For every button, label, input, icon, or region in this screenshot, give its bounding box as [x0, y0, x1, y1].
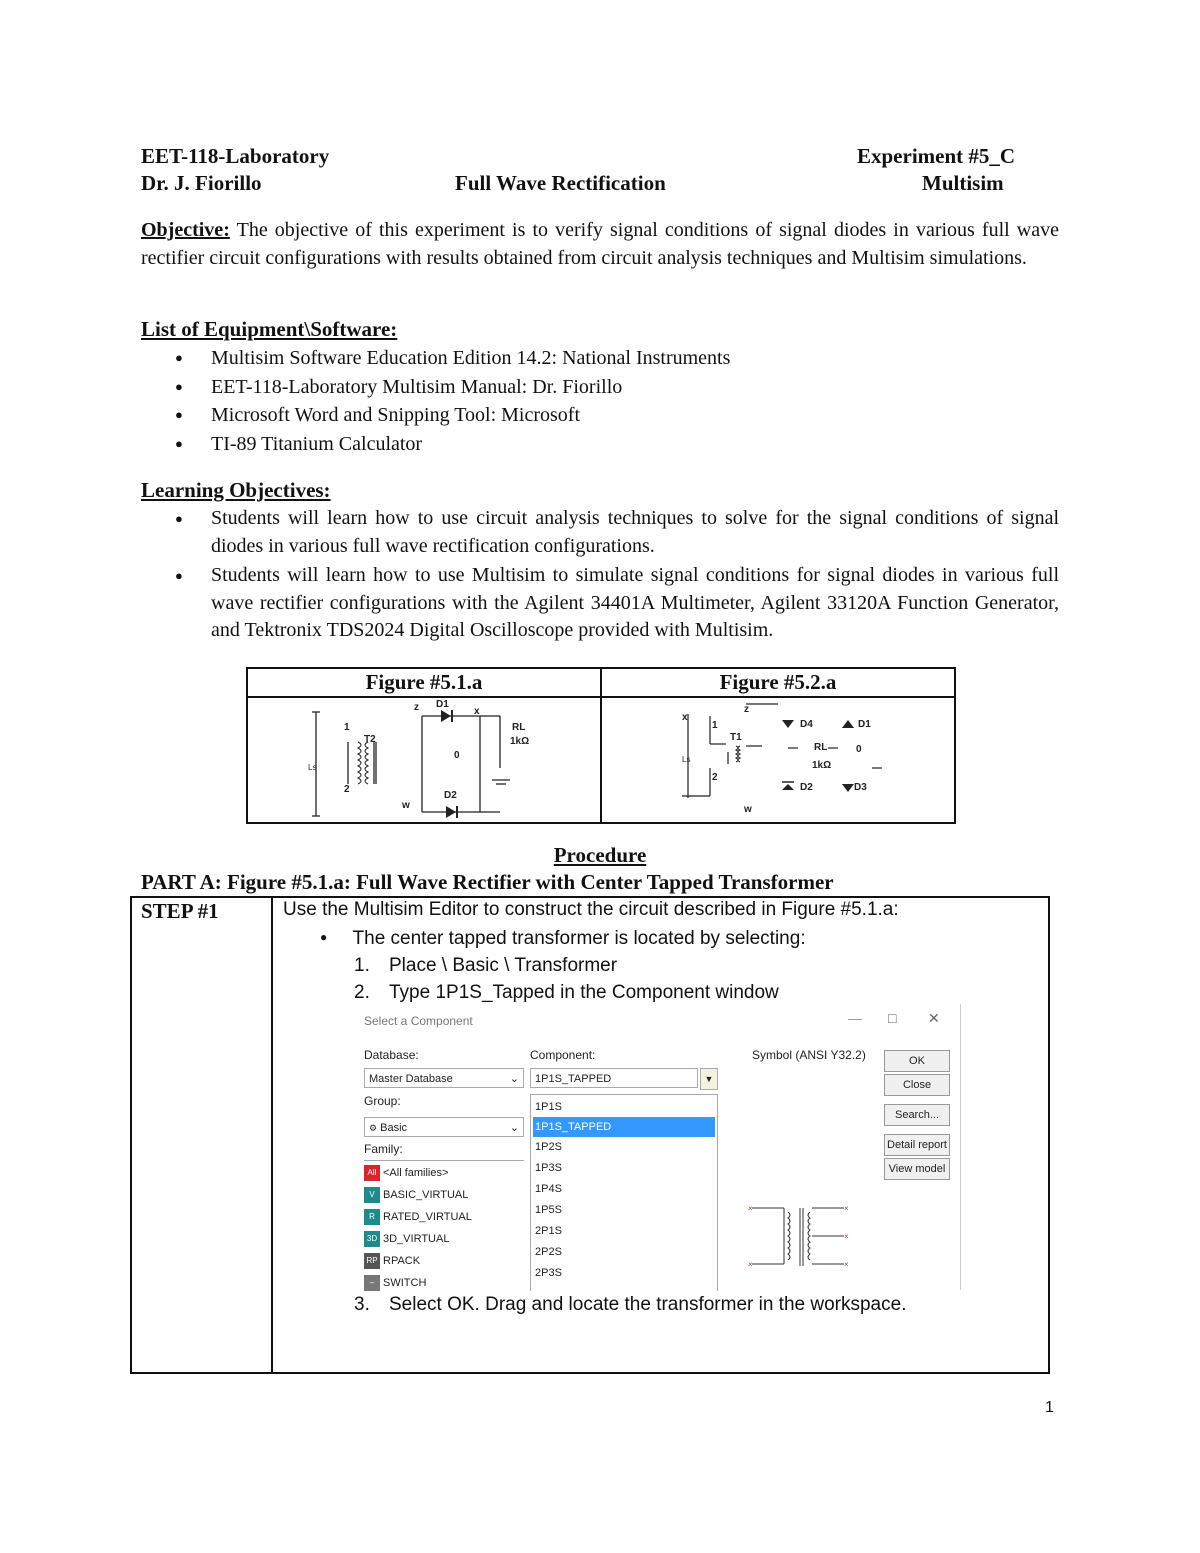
procedure-heading: Procedure — [553, 843, 647, 867]
close-icon[interactable]: ✕ — [928, 1010, 940, 1026]
list-item: ● Students will learn how to use circuit analysis techniques to solve for the signal conditions of signal diodes in various full wave rectification configurations. — [141, 505, 1059, 560]
chevron-down-icon: ⌄ — [509, 1073, 519, 1085]
step-label: STEP #1 — [141, 899, 219, 923]
view-model-button[interactable]: View model — [884, 1158, 950, 1180]
equipment-heading: List of Equipment\Software: — [141, 317, 398, 341]
fig2-label-d3: D3 — [854, 782, 867, 793]
list-item[interactable]: 1P4S — [535, 1183, 562, 1195]
diode-d4-symbol — [782, 720, 794, 728]
component-list — [530, 1094, 718, 1291]
figure-2-cell — [601, 697, 955, 823]
family-label-text: RATED_VIRTUAL — [383, 1211, 472, 1223]
rpack-icon: RP — [364, 1253, 380, 1269]
list-item[interactable]: 2P2S — [535, 1246, 562, 1258]
virtual-icon: V — [364, 1187, 380, 1203]
fig1-label-rval: 1kΩ — [510, 736, 530, 747]
fig1-label-ls: Ls — [308, 763, 317, 772]
maximize-icon[interactable]: □ — [888, 1010, 897, 1026]
component-input[interactable]: 1P1S_TAPPED — [530, 1068, 698, 1088]
svg-text:×: × — [844, 1204, 849, 1213]
group-value: Basic — [380, 1122, 408, 1134]
substep-3-number: 3. — [354, 1294, 370, 1315]
instructor: Dr. J. Fiorillo — [141, 171, 262, 195]
fig2-label-t1: T1 — [730, 732, 742, 743]
database-value: Master Database — [369, 1073, 453, 1085]
fig1-label-d2: D2 — [444, 790, 457, 801]
fig2-label-d2: D2 — [800, 782, 813, 793]
objective-text: The objective of this experiment is to verify signal conditions of signal diodes in various full wave rectifier circuit configurations with results obtained from circuit analysis techniques and Multisim simulations. — [141, 219, 1059, 269]
fig2-node-0: 0 — [856, 744, 862, 755]
database-label: Database: — [364, 1048, 419, 1062]
fig2-label-rval: 1kΩ — [812, 760, 832, 771]
rated-icon: R — [364, 1209, 380, 1225]
list-item[interactable] — [364, 1273, 426, 1293]
substep-1: Place \ Basic \ Transformer — [389, 955, 618, 976]
objective-label: Objective: — [141, 219, 230, 241]
svg-text:×: × — [748, 1204, 753, 1213]
fig1-node-1: 1 — [344, 722, 350, 733]
fig1-label-t2: T2 — [364, 734, 376, 745]
family-label-text: <All families> — [383, 1167, 449, 1179]
diode-d2-symbol — [782, 784, 794, 790]
database-select[interactable] — [364, 1068, 524, 1088]
svg-text:×: × — [748, 1260, 753, 1269]
transformer-symbol — [748, 1200, 852, 1272]
list-item[interactable]: 2P3S — [535, 1267, 562, 1279]
substep-2-number: 2. — [354, 982, 370, 1003]
list-item[interactable] — [364, 1229, 449, 1249]
fig1-node-2: 2 — [344, 784, 350, 795]
substep-3: Select OK. Drag and locate the transformer in the workspace. — [389, 1294, 907, 1315]
select-component-dialog — [360, 1004, 961, 1290]
family-label-text: RPACK — [383, 1255, 421, 1267]
substep-1-number: 1. — [354, 955, 370, 976]
fig2-node-w: w — [744, 804, 752, 815]
step-bullet-text: The center tapped transformer is located by selecting: — [352, 928, 806, 949]
fig2-label-d1: D1 — [858, 719, 871, 730]
list-item: ● EET-118-Laboratory Multisim Manual: Dr. Fiorillo — [141, 373, 1061, 402]
step-divider — [271, 896, 273, 1373]
list-item[interactable]: 2P1S — [535, 1225, 562, 1237]
list-item: ● Students will learn how to use Multisim to simulate signal conditions for signal diodes in various full wave rectifier configurations with the Agilent 34401A Multimeter, Agilent 33120A Function Generator, and Tektronix TDS2024 Digital Oscilloscope provided with Multisim. — [141, 562, 1059, 645]
fig1-label-d1: D1 — [436, 699, 449, 710]
3d-icon: 3D — [364, 1231, 380, 1247]
gear-icon: ⚙ — [369, 1123, 378, 1133]
figure-2-title: Figure #5.2.a — [601, 668, 955, 697]
list-item[interactable] — [364, 1185, 468, 1205]
fig2-label-ls: Ls — [682, 755, 691, 764]
diode-d1-symbol — [842, 720, 854, 728]
diode-d2-symbol — [446, 806, 456, 818]
course-code: EET-118-Laboratory — [141, 144, 330, 168]
figures-table — [246, 667, 956, 824]
group-label: Group: — [364, 1094, 401, 1108]
step-bullet-item: ● The center tapped transformer is located by selecting: — [320, 928, 806, 949]
family-label-text: BASIC_VIRTUAL — [383, 1189, 469, 1201]
figure-1-title: Figure #5.1.a — [247, 668, 601, 697]
ok-button[interactable]: OK — [884, 1050, 950, 1072]
learning-list — [141, 505, 1059, 645]
search-button[interactable]: Search... — [884, 1104, 950, 1126]
list-item[interactable]: 1P1S — [535, 1101, 562, 1113]
fig2-node-z: z — [744, 704, 749, 715]
list-item[interactable] — [364, 1207, 472, 1227]
filter-icon[interactable]: ▼ — [700, 1068, 718, 1090]
figure-1-schematic — [248, 698, 600, 822]
list-item: ● TI-89 Titanium Calculator — [141, 430, 1061, 459]
equipment-list — [141, 344, 1061, 458]
fig1-label-rl: RL — [512, 722, 526, 733]
figure-2-schematic — [602, 698, 954, 822]
all-families-icon: All — [364, 1165, 380, 1181]
objective-paragraph — [141, 217, 1059, 272]
fig2-node-1: 1 — [712, 720, 718, 731]
fig2-node-x: x — [682, 712, 688, 723]
component-label: Component: — [530, 1048, 596, 1062]
switch-icon: – — [364, 1275, 380, 1291]
substep-2: Type 1P1S_Tapped in the Component window — [389, 982, 779, 1003]
fig2-label-rl: RL — [814, 742, 828, 753]
group-select[interactable] — [364, 1117, 524, 1137]
fig1-node-x: x — [474, 706, 480, 717]
list-item[interactable] — [364, 1163, 448, 1183]
close-button[interactable]: Close — [884, 1074, 950, 1096]
list-item[interactable]: 1P5S — [535, 1204, 562, 1216]
list-item[interactable]: 1P2S — [535, 1141, 562, 1153]
fig1-node-z: z — [414, 702, 419, 713]
diode-d3-symbol — [842, 784, 854, 792]
svg-text:×: × — [844, 1232, 849, 1241]
list-item: ● Multisim Software Education Edition 14.2: National Instruments — [141, 344, 1061, 373]
figure-1-cell — [247, 697, 601, 823]
software-name: Multisim — [922, 171, 1004, 195]
chevron-down-icon: ⌄ — [509, 1122, 519, 1134]
fig1-node-w: w — [402, 800, 410, 811]
fig2-label-d4: D4 — [800, 719, 813, 730]
fig2-node-2: 2 — [712, 772, 718, 783]
svg-text:×: × — [844, 1260, 849, 1269]
detail-report-button[interactable]: Detail report — [884, 1134, 950, 1156]
diode-d1-symbol — [441, 710, 451, 722]
list-item-selected[interactable]: 1P1S_TAPPED — [533, 1117, 715, 1137]
family-list — [364, 1160, 524, 1291]
minimize-icon[interactable]: — — [848, 1010, 862, 1026]
symbol-label: Symbol (ANSI Y32.2) — [752, 1048, 866, 1062]
family-label-text: SWITCH — [383, 1277, 427, 1289]
page-number: 1 — [1045, 1399, 1054, 1416]
list-item[interactable]: 1P3S — [535, 1162, 562, 1174]
experiment-number: Experiment #5_C — [857, 144, 1016, 168]
part-a-heading: PART A: Figure #5.1.a: Full Wave Rectifier with Center Tapped Transformer — [141, 870, 834, 894]
learning-heading: Learning Objectives: — [141, 478, 331, 502]
family-label: Family: — [364, 1142, 403, 1156]
fig1-node-0: 0 — [454, 750, 460, 761]
family-label-text: 3D_VIRTUAL — [383, 1233, 450, 1245]
list-item[interactable] — [364, 1251, 420, 1271]
list-item: ● Microsoft Word and Snipping Tool: Microsoft — [141, 401, 1061, 430]
document-title: Full Wave Rectification — [455, 171, 666, 195]
dialog-title: Select a Component — [364, 1014, 473, 1028]
step-intro: Use the Multisim Editor to construct the circuit described in Figure #5.1.a: — [283, 899, 899, 920]
